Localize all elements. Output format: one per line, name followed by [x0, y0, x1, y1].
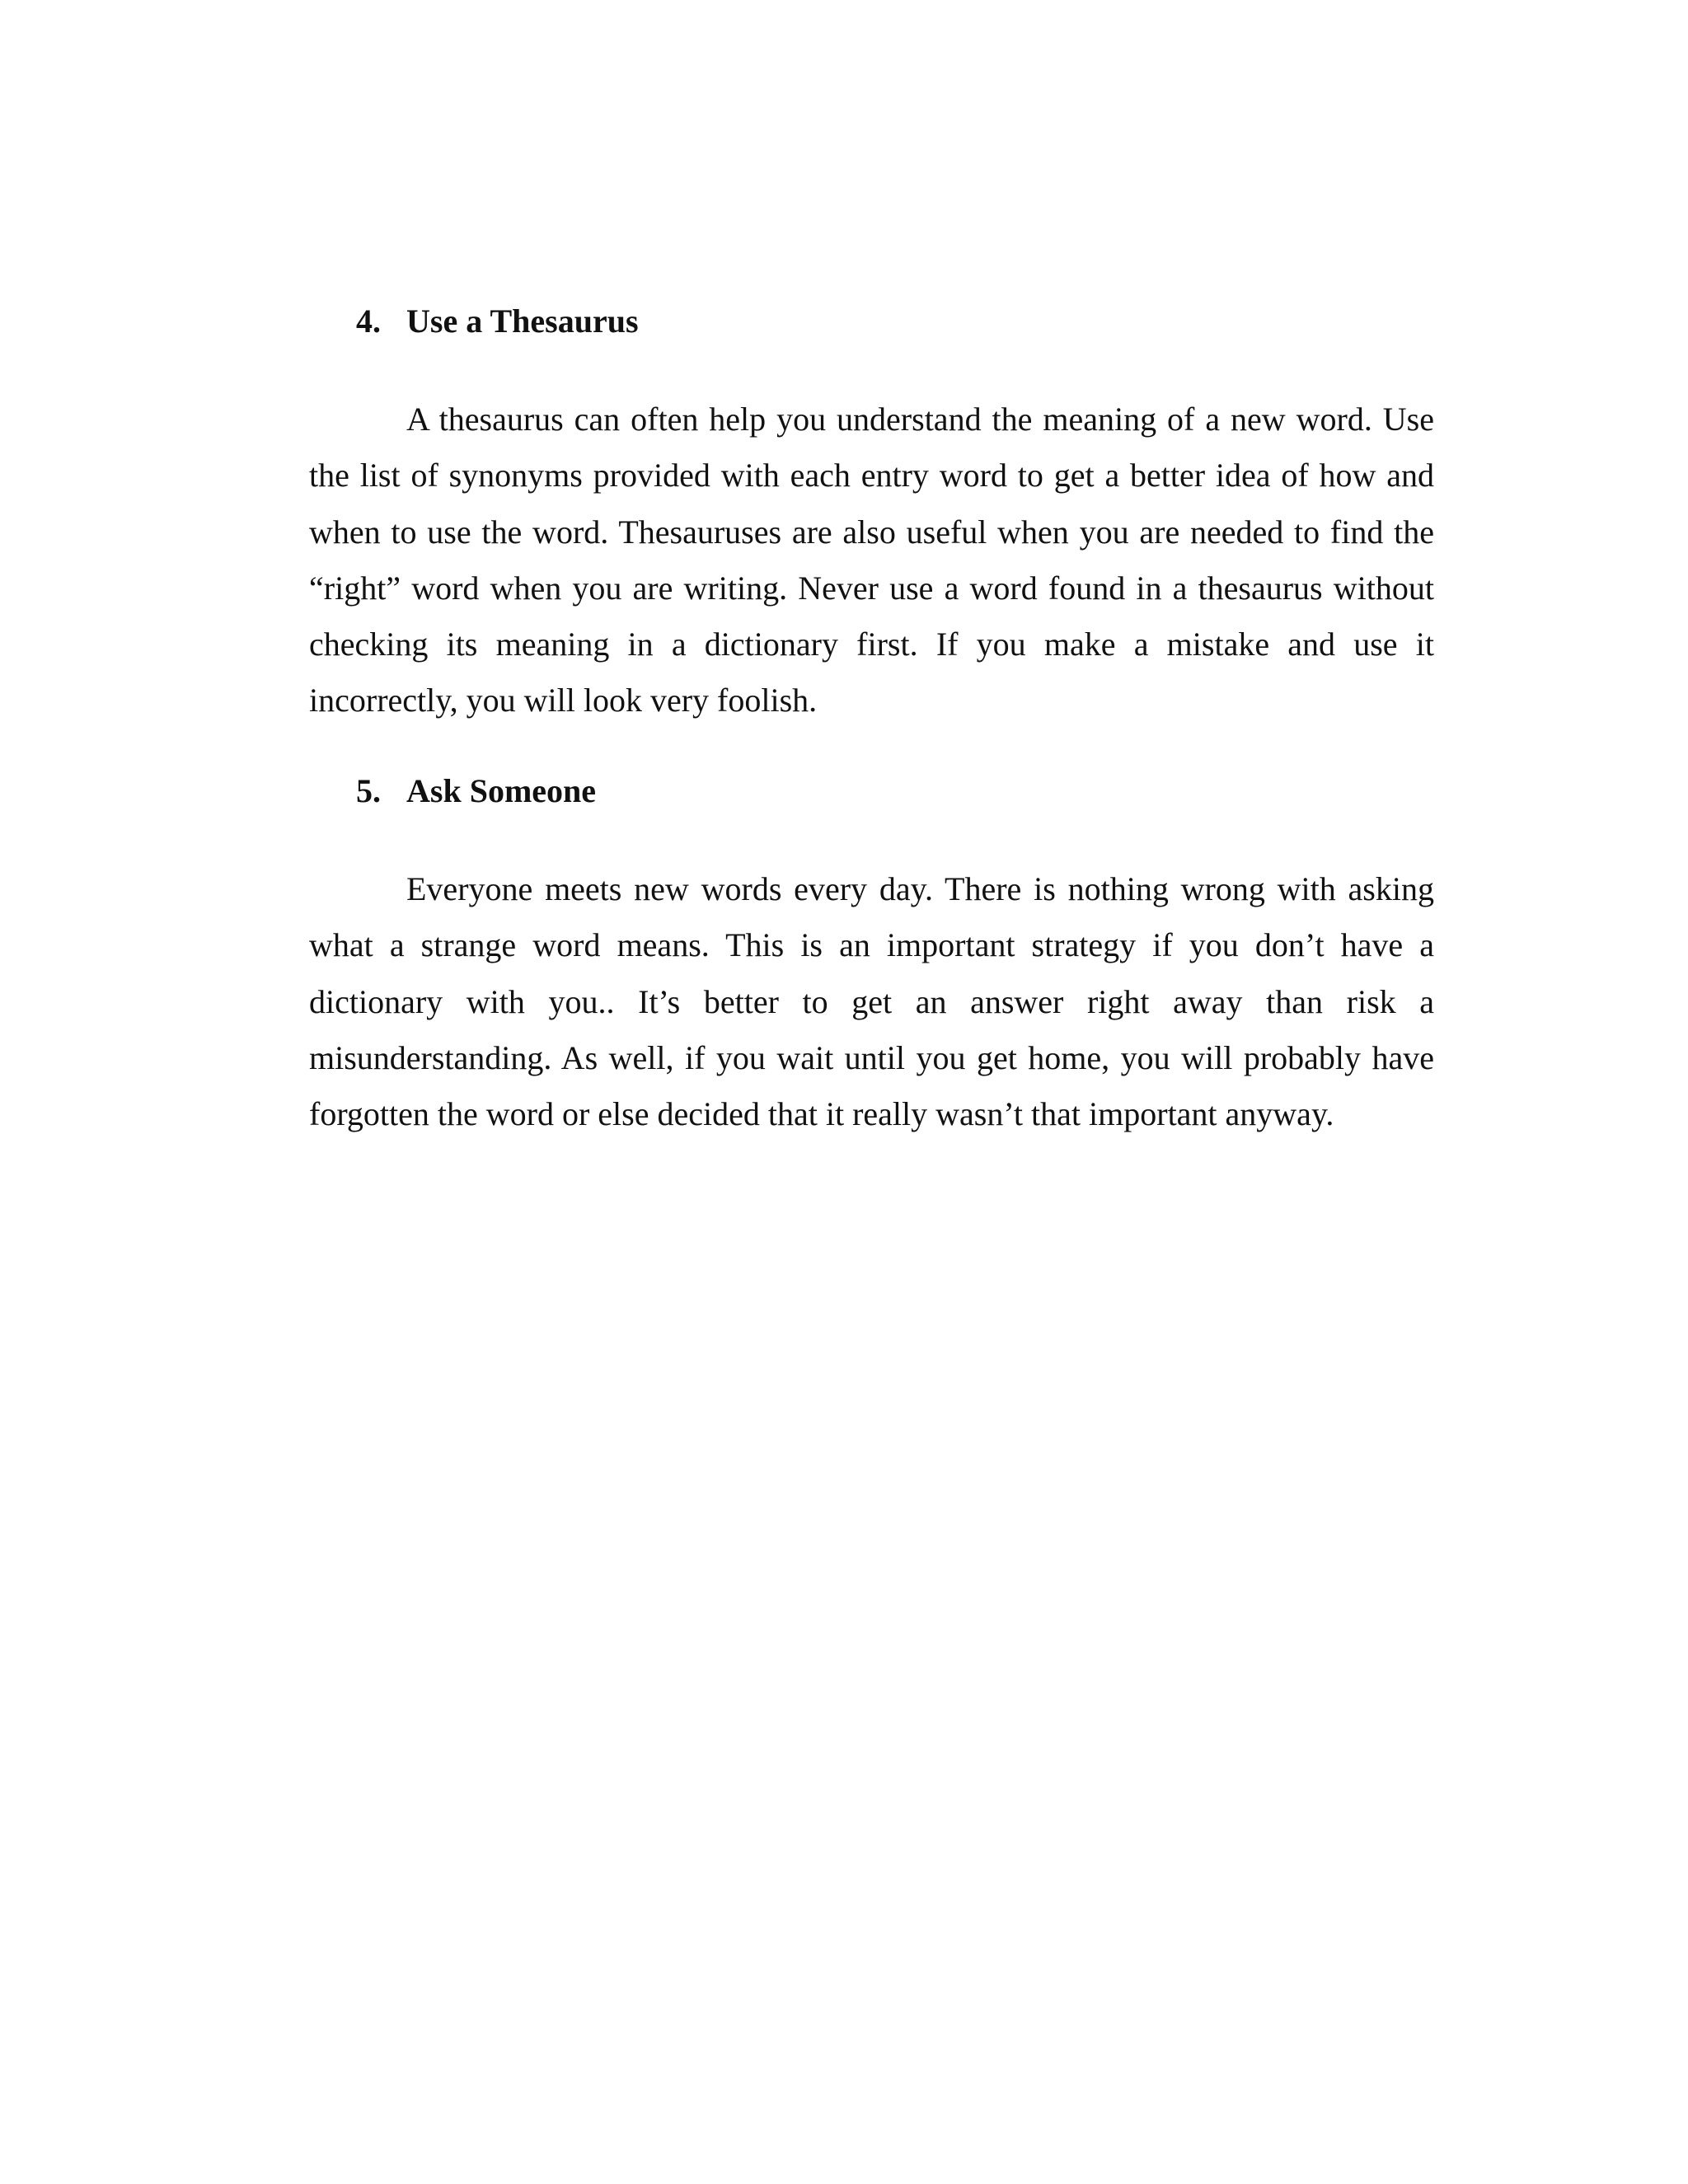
section-number: 5.: [356, 772, 381, 809]
section-paragraph: A thesaurus can often help you understand the meaning of a new word. Use the list of synonyms provided with each entry word to get a better idea of how and when to use the word. Thesauruses are also useful when you are needed to find the “right” word when you are writing. Never use a word found in a thesaurus without checking its meaning in a dictionary first. If you make a mistake and use it incorrectly, you will look very foolish.: [309, 401, 1434, 719]
section-title: Use a Thesaurus: [406, 302, 639, 340]
section-heading: [309, 771, 1434, 812]
section-paragraph: Everyone meets new words every day. There is nothing wrong with asking what a strange word means. This is an important strategy if you don’t have a dictionary with you.. It’s better to get an answer right away than risk a misunderstanding. As well, if you wait until you get home, you will probably have forgotten the word or else decided that it really wasn’t that important anyway.: [309, 870, 1434, 1133]
section-ask-someone: [309, 771, 1434, 1142]
section-title: Ask Someone: [406, 772, 597, 809]
section-heading: [309, 301, 1434, 342]
section-use-a-thesaurus: [309, 301, 1434, 729]
section-number: 4.: [356, 302, 381, 340]
